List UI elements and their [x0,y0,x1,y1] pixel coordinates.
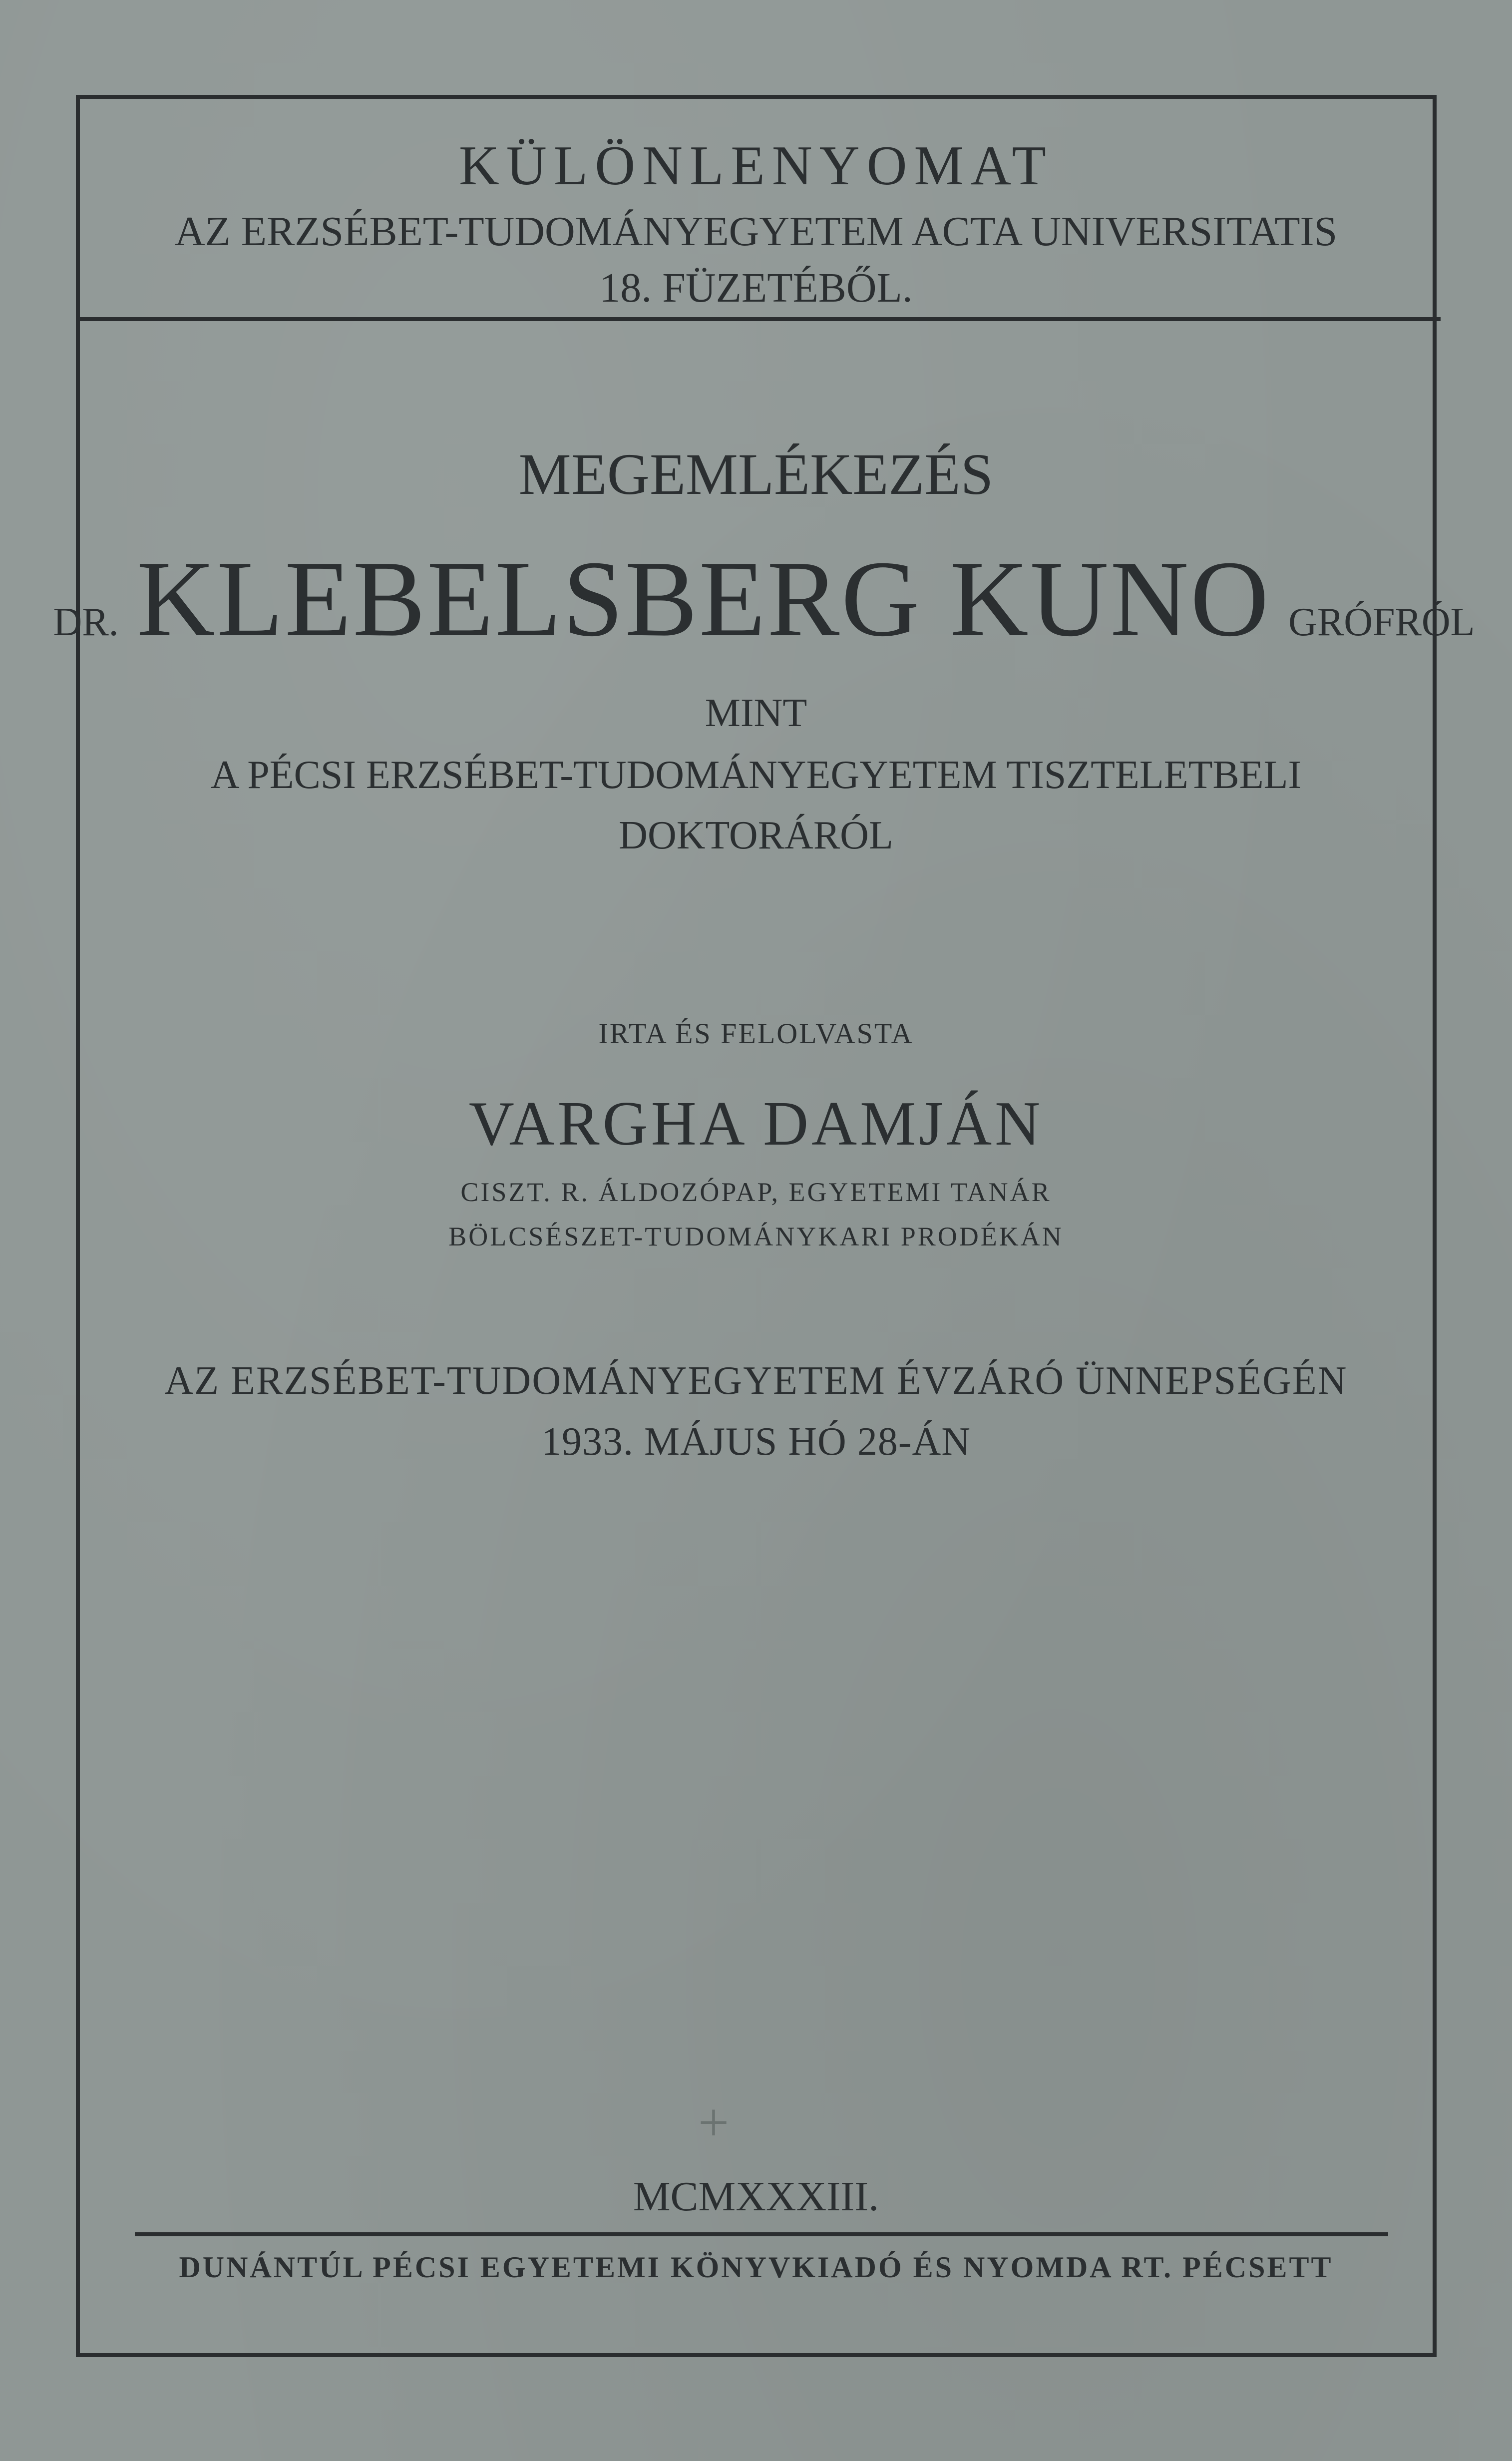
as-line: MINT [705,691,807,735]
pencil-cross-mark: + [698,2092,730,2153]
header-divider [80,317,1441,321]
issue-line: 18. FÜZETÉBŐL. [599,265,913,311]
offprint-title: KÜLÖNLENYOMAT [459,135,1053,197]
subject-line [53,537,1475,662]
publication-year: MCMXXXIII. [633,2173,879,2220]
author-intro: IRTA ÉS FELOLVASTA [598,1017,914,1050]
author-position-2: BÖLCSÉSZET-TUDOMÁNYKARI PRODÉKÁN [448,1222,1064,1251]
occasion-event: AZ ERZSÉBET-TUDOMÁNYEGYETEM ÉVZÁRÓ ÜNNEPSÉGÉN [164,1359,1348,1403]
occasion-date: 1933. MÁJUS HÓ 28-ÁN [541,1420,971,1464]
footer-divider [135,2232,1388,2236]
main-heading: MEGEMLÉKEZÉS [518,441,994,507]
author-position-1: CISZT. R. ÁLDOZÓPAP, EGYETEMI TANÁR [460,1177,1052,1207]
honorific: DR. [53,600,119,644]
subject-title: GRÓFRÓL [1288,600,1475,644]
subject-name: KLEBELSBERG KUNO [136,539,1271,659]
role-line-2: DOKTORÁRÓL [619,814,893,857]
publisher-line: DUNÁNTÚL PÉCSI EGYETEMI KÖNYVKIADÓ ÉS NYOMDA RT. PÉCSETT [179,2251,1333,2284]
role-line: A PÉCSI ERZSÉBET-TUDOMÁNYEGYETEM TISZTELETBELI [210,753,1302,797]
author-name: VARGHA DAMJÁN [468,1089,1044,1159]
source-line: AZ ERZSÉBET-TUDOMÁNYEGYETEM ACTA UNIVERSITATIS [174,208,1338,255]
